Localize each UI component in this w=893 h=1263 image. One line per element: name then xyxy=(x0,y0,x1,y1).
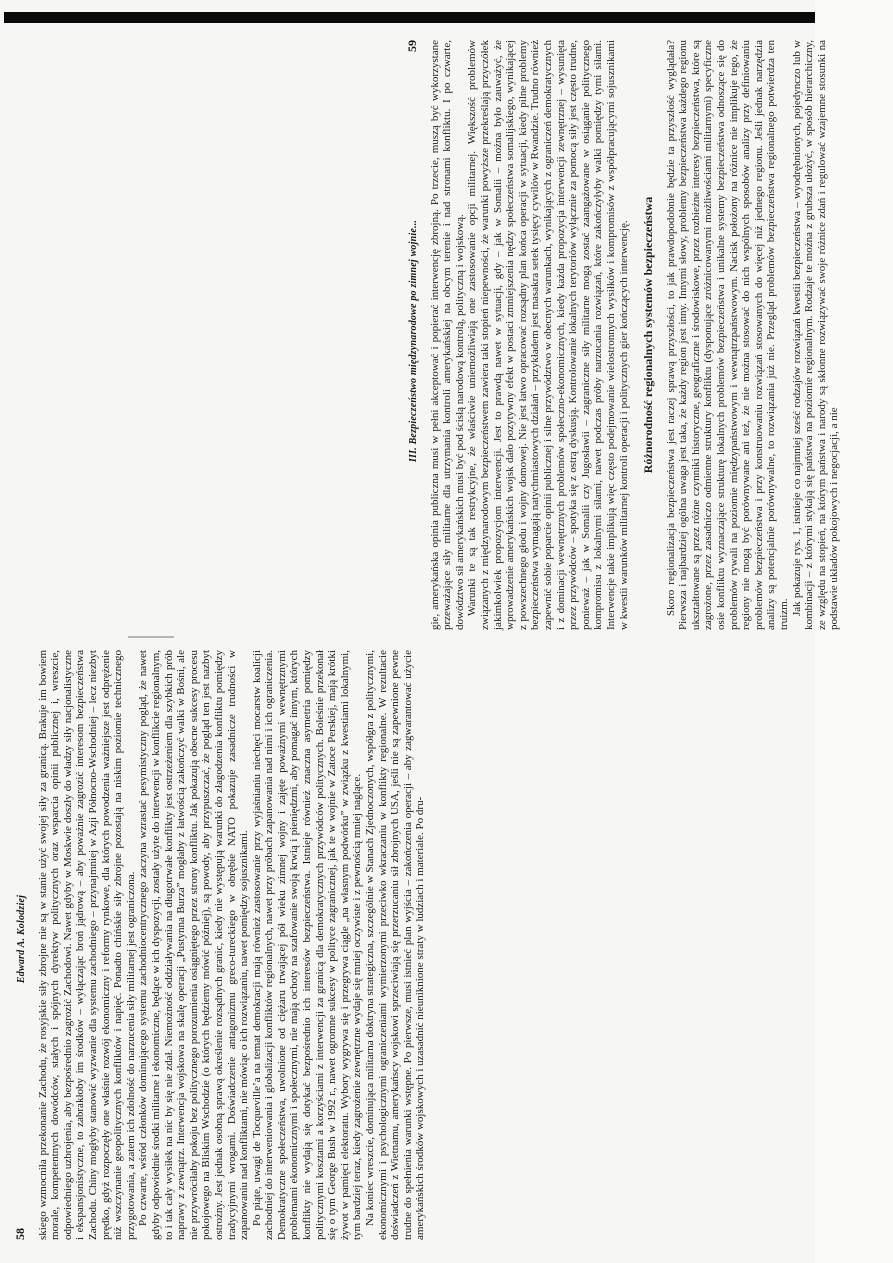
right-running-head xyxy=(406,40,421,630)
right-page xyxy=(405,40,841,630)
paragraph: Na koniec wreszcie, dominująca militarna doktryna strategiczna, szczególnie w Stanach Zjednoczonych, współgra z politycznymi, ekonomicznymi i psychologicznymi ograniczeniami wymierzonymi przeciwko wkraczaniu w konflikty regionalne. W rezultacie doświadczeń z Wietnamu, amerykańscy wojskowi sprzeciwiają się przerzucaniu sił zbrojnych USA, jeśli nie są zapewnione pewne trudne do spełnienia warunki wstępne. Po pierwsze, musi istnieć plan wyjścia – zakończenia operacji – aby zagwarantować użycie amerykańskich środków wojskowych i uzasadnić nieuniknione straty w ludziach i materiale. Po dru- xyxy=(364,650,427,1240)
left-page-number: 58 xyxy=(13,1228,27,1240)
paragraph: Po czwarte, wśród członków dominującego systemu zachodniocentrycznego zaczyna wzrastać pesymistyczny pogląd, że nawet gdyby odpowiednie środki militarne i ekonomiczne, będące w ich dyspozycji, zostały użyte do interwencji w konflikcie regionalnym, to i tak cały wysiłek na nic by się nie zdał. Niemożność oddziaływania na długotrwałe konflikty jest ostrzeżeniem dla szybkich prób naprawy z zewnątrz. Interwencja wojskowa na skalę operacji „Pustynna Burza” mogłaby z łatwością zakończyć walki w Bośni, ale nie przywróciłaby pokoju bez politycznego porozumienia osiągniętego przez strony konfliktu. Jak pokazują obecne sukcesy procesu pokojowego na Bliskim Wschodzie (o których będziemy mówić później), są powody, aby przypuszczać, że pogląd ten jest nazbyt ostrożny. Jest jednak osobną sprawą określenie rozsądnych granic, kiedy nie występują warunki do złagodzenia konfliktu pomiędzy tradycyjnymi wrogami. Doświadczenie antagonizmu greco-tureckiego w obrębie NATO pokazuje zasadnicze trudności w zapanowaniu nad konfliktami, nie mówiąc o ich rozwiązaniu, nawet pomiędzy sojusznikami. xyxy=(137,650,251,1240)
left-page-body xyxy=(37,650,427,1240)
right-page-number: 59 xyxy=(405,40,419,53)
left-header-title: Edward A. Kolodziej xyxy=(16,894,27,984)
paragraph: Po piąte, uwagi de Tocqueville’a na temat demokracji mają również zastosowanie przy wyjaśnianiu niechęci mocarstw koalicji zachodniej do interweniowania i globalizacji konfliktów regionalnych, nawet przy próbach zapanowania nad nimi i ich ograniczenia. Demokratyczne społeczeństwa, uwolnione od ciężaru trwającej pół wieku zimnej wojny i zajęte poważnymi wewnętrznymi problemami ekonomicznymi i społecznymi, nie mają ochoty na szafowanie swoją krwią i pieniędzmi, aby pomagać innym, których konflikty nie wydają się dotykać bezpośrednio ich interesów bezpieczeństwa. Istnieje również znaczna asymetria pomiędzy politycznymi kosztami a korzyściami z interwencji za granicą dla demokratycznych przywódców politycznych. Boleśnie przekonał się o tym George Bush w 1992 r., nawet ogromne sukcesy w polityce zagranicznej, jak te w wojnie w Zatoce Perskiej, mają krótki żywot w pamięci elektoratu. Wybory wygrywa się i przegrywa ciągle „na własnym podwórku” w związku z kwestiami lokalnymi, tym bardziej teraz, kiedy zagrożenie zewnętrzne wydaje się mniej oczywiste i z pewnością mniej naglące. xyxy=(250,650,364,1240)
paragraph: Warunki te są tak restrykcyjne, że właściwie uniemożliwiają one zastosowanie opcji militarnej. Większość problemów związanych z międzynarodowym bezpieczeństwem zawiera taki stopień niepewności, że warunki powyższe przekreślają przyczółek jakimkolwiek propozycjom interwencji. Jest to prawdą nawet w sytuacji, gdy – jak w Somalii – można było zauważyć, że wprowadzenie amerykańskich wojsk dało pozytywny efekt w postaci zmniejszenia nędzy społeczeństwa somalijskiego, wynikającej z powszechnego głodu i wojny domowej. Nie jest łatwo opracować rozsądny plan końca operacji w sytuacji, kiedy pilne problemy bezpieczeństwa wymagają natychmiastowych działań – przykładem jest masakra setek tysięcy cywilów w Rwandzie. Trudno również zapewnić sobie poparcie opinii publicznej i silne przywództwo w obecnych warunkach, wynikających z ograniczeń demokratycznych i z dominacji wewnętrznych problemów społeczno-ekonomicznych, kiedy każda propozycja interwencji zewnętrznej – wysunięta przez przywódców – spotyka się z ostrą dyskusją. Kontrolowanie lokalnych terytoriów wyłącznie za pomocą siły jest często trudne, ponieważ – jak w Somalii czy Jugosławii – zagraniczne siły militarne mogą zostać zaangażowane w osiąganie politycznego kompromisu z lokalnymi siłami, nawet podczas próby narzucania rozwiązań, które zakończyłyby walki pomiędzy tymi siłami. Interwencje takie implikują więc często podejmowanie wielostronnych wysiłków i kompromisów z współpracującymi sojusznikami w kwestii warunków militarnej kontroli operacji i politycznych gier kończących interwencję. xyxy=(466,40,630,630)
paragraph: Skoro regionalizacja bezpieczeństwa jest raczej sprawą przyszłości, to jak prawdopodobnie będzie ta przyszłość wyglądała? Pierwsza i najbardziej ogólna uwaga jest taka, że każdy region jest inny. Innymi słowy, problemy bezpieczeństwa każdego regionu ukształtowane są przez różne czynniki historyczne, geograficzne i środowiskowe, przez rozbieżne interesy bezpieczeństwa, które są zagrożone, przez zasadniczo odmienne struktury konfliktu (dysponujące zróżnicowanymi możliwościami militarnymi) specyficzne osie konfliktu wyznaczające strukturę lokalnych problemów bezpieczeństwa i unikalne systemy bezpieczeństwa odnoszące się do problemów rywali na poziomie międzypaństwowym i wewnątrzpaństwowym. Nacisk położony na różnice nie implikuje tego, że regiony nie mogą być porównywane ani też, że nie można stosować do nich wspólnych sposobów analizy przy definiowaniu problemów bezpieczeństwa i przy konstruowaniu rozwiązań stosowanych do więcej niż jednego regionu. Jeśli jednak narzędzia analizy są potencjalnie porównywalne, to rozwiązania już nie. Przegląd problemów bezpieczeństwa regionalnego potwierdza ten truizm. xyxy=(664,40,791,630)
left-page xyxy=(13,650,427,1240)
paragraph: gie, amerykańska opinia publiczna musi w pełni akceptować i popierać interwencję zbrojną. Po trzecie, muszą być wykorzystane przeważające siły militarne dla utrzymania kontroli amerykańskiej na obcym terenie i nad stronami konfliktu. I po czwarte, dowództwo sił amerykańskich musi być pod ścisłą narodową kontrolą, polityczną i wojskową. xyxy=(428,40,466,630)
paragraph: skiego wzmocniła przekonanie Zachodu, że rosyjskie siły zbrojne nie są w stanie użyć swojej siły za granicą. Brakuje im bowiem morale, kompetentnych dowódców, stałych i spójnych dyrektyw politycznych oraz wsparcia opinii publicznej i, wreszcie, odpowiedniego uzbrojenia, aby bezpośrednio zagrozić Zachodowi. Nawet gdyby w Moskwie doszły do władzy siły nacjonalistyczne i ekspansjonistyczne, to zabrakłoby im środków – wyłączając broń jądrową – aby poważnie zagrozić interesom bezpieczeństwa Zachodu. Chiny mogłyby stanowić wyzwanie dla systemu zachodniego – przynajmniej w Azji Północno-Wschodniej – lecz niezbyt prędko, gdyż rozpoczęły one właśnie rozwój ekonomiczny i reformy rynkowe, dla których powodzenia ważniejsze jest odprężenie niż wszczynanie geopolitycznych konfliktów i napięć. Ponadto chińskie siły zbrojne pozostają na niskim poziomie technicznego przygotowania, a zatem ich zdolność do narzucenia siły militarnej jest ograniczona. xyxy=(36,650,137,1240)
paragraph: Jak pokazuje rys. 1, istnieje co najmniej sześć rodzajów rozwiązań kwestii bezpieczeństwa – wyodrębnionych, pojedynczo lub w kombinacji – z którymi stykają się państwa na poziomie regionalnym. Rodzaje te można z grubsza ułożyć, w sposób hierarchiczny, ze względu na stopień, na którym państwa i narody są skłonne rozwiązywać swoje różnice zdań i regulować wzajemne stosunki na podstawie układów pokojowych i negocjacji, a nie xyxy=(790,40,841,630)
section-heading: Różnorodność regionalnych systemów bezpieczeństwa xyxy=(641,196,656,474)
right-header-title: III. Bezpieczeństwo międzynarodowe po zimnej wojnie... xyxy=(408,219,419,463)
right-page-body xyxy=(429,40,841,630)
left-running-head xyxy=(14,650,29,1240)
